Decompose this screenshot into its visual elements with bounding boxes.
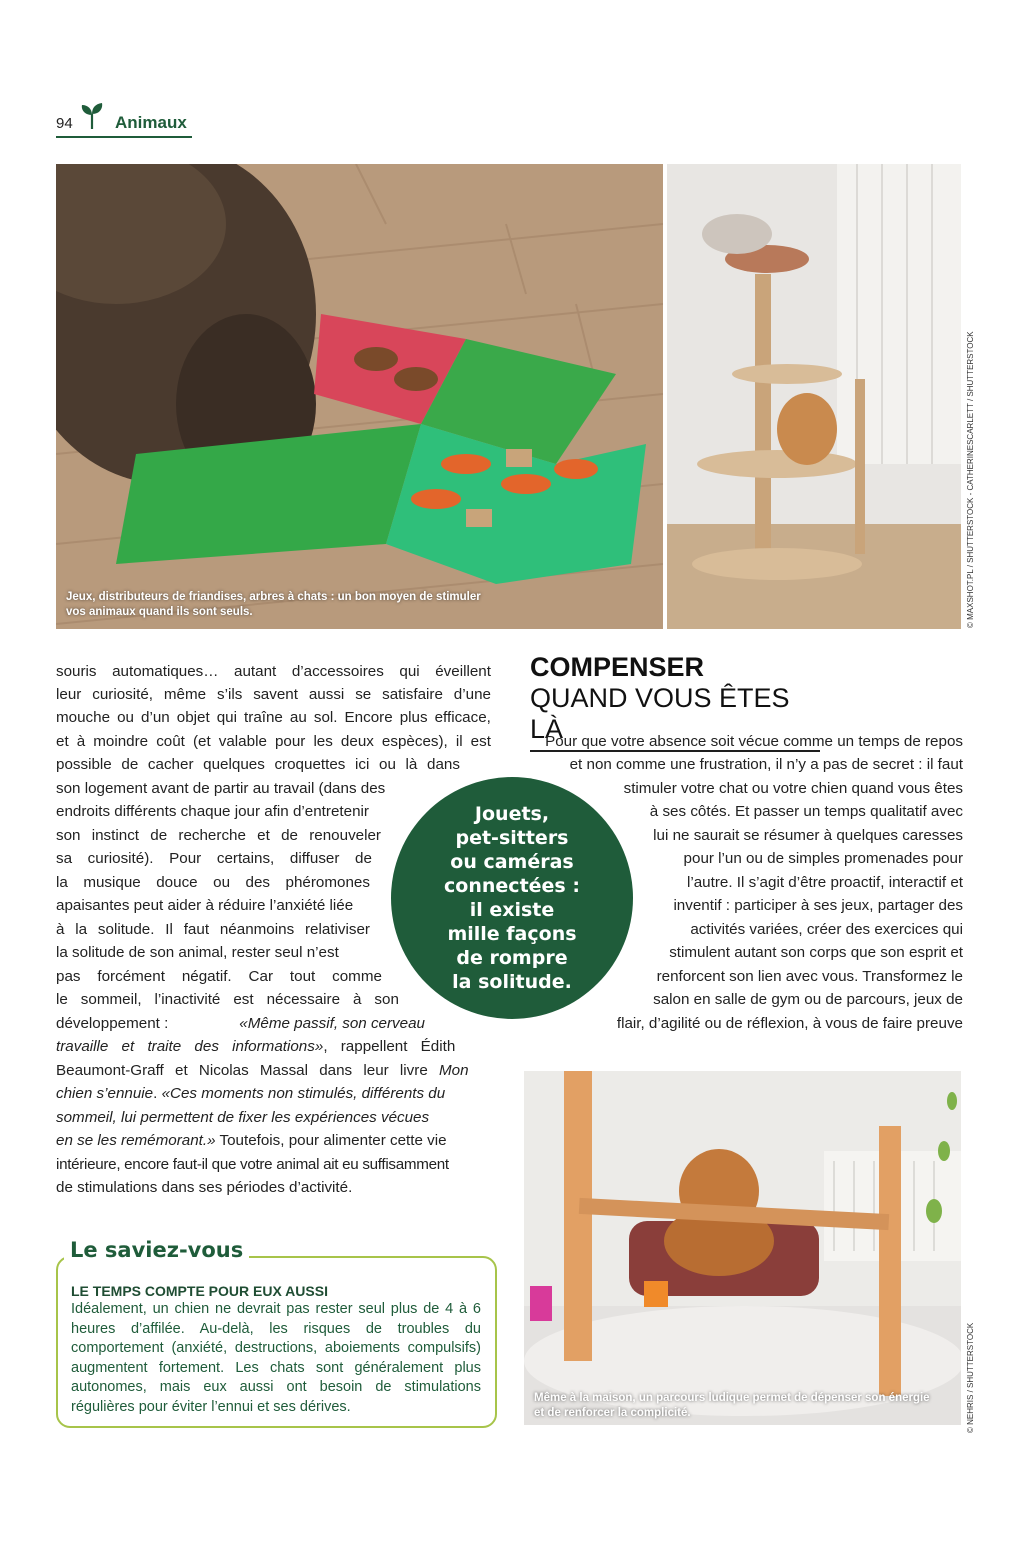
sidebar-line-9: activités variées, créer des exercices qui [690,921,963,938]
sidebar-line-5: lui ne saurait se résumer à quelques caresses [653,827,963,844]
sidebar-line-3: stimuler votre chat ou votre chien quand vous êtes [623,780,963,797]
dog-puzzle-photo [56,164,663,629]
article-line-12: à la solitude. Il faut néanmoins relativiser [56,921,370,938]
sidebar-line-13: flair, d’agilité ou de réflexion, à vous de faire preuve [616,1015,963,1032]
sidebar-line-4: à ses côtés. Et passer un temps qualitatif avec [649,803,963,820]
pull-quote-line: pet-sitters [455,827,569,849]
sidebar-line-12: salon en salle de gym ou de parcours, jeux de [653,991,963,1008]
pull-quote-line: il existe [469,899,555,921]
article-line-2: leur curiosité, même s’ils savent aussi se satisfaire d’une [56,686,491,703]
sidebar-line-6: pour l’un ou de simples promenades pour [683,850,963,867]
page-number: 94 [56,115,73,132]
sidebar-title-bold: COMPENSER [530,652,705,682]
top-caption-line-2: vos animaux quand ils sont seuls. [66,606,253,618]
top-photo-caption [66,590,481,620]
pull-quote-line: Jouets, [474,803,550,825]
top-caption-line-1: Jeux, distributeurs de friandises, arbres à chats : un bon moyen de stimuler [66,591,481,603]
page-header [56,100,192,138]
article-line-9: sa curiosité). Pour certains, diffuser de [56,850,372,867]
sidebar-line-2: et non comme une frustration, il n’y a pas de secret : il faut [569,756,963,773]
did-you-know-body: Idéalement, un chien ne devrait pas rester seul plus de 4 à 6 heures d’affilée. Au-delà, les risques de troubles du comportement (anxiété, destructions, aboiements compulsifs) augmentent fortement. Les chats sont généralement plus autonomes, mais eux aussi ont besoin de stimulations régulières pour éviter l’ennui et ses dérives. [71,1301,481,1415]
article-line-6: son logement avant de partir au travail (dans des [56,780,386,797]
sidebar-line-11: renforcent son lien avec vous. Transformez le [656,968,963,985]
did-you-know-heading: LE TEMPS COMPTE POUR EUX AUSSI [71,1283,328,1299]
article-line-18: Beaumont-Graff et Nicolas Massal dans leur livre Mon [56,1062,469,1079]
bottom-photo-credit: © NEHRIS / SHUTTERSTOCK [966,1322,975,1433]
article-line-4: et à moindre coût (et valable pour les deux espèces), il est [56,733,491,750]
pull-quote-line: ou caméras [450,851,574,873]
article-line-15: le sommeil, l’inactivité est nécessaire à son [56,991,399,1008]
pull-quote [391,777,633,1019]
article-line-1: souris automatiques… autant d’accessoires qui éveillent [56,663,491,680]
bottom-caption-line-2: et de renforcer la complicité. [534,1407,691,1419]
pull-quote-line: mille façons [447,923,577,945]
bottom-photo-caption [534,1391,930,1421]
top-photo-credit: © MAXSHOT.PL / SHUTTERSTOCK - CATHERINESCARLETT / SHUTTERSTOCK [966,331,975,628]
sidebar-line-1: Pour que votre absence soit vécue comme un temps de repos [545,733,963,750]
article-line-21: en se les remémorant.» Toutefois, pour alimenter cette vie [56,1132,447,1149]
article-line-3: mouche ou d’un objet qui traîne au sol. Encore plus efficace, [56,709,491,726]
article-line-7: endroits différents chaque jour afin d’entretenir [56,803,369,820]
sprout-icon [80,102,104,130]
article-line-5: possible de cacher quelques croquettes ici ou là dans [56,756,460,773]
bottom-caption-line-1: Même à la maison, un parcours ludique permet de dépenser son énergie [534,1392,930,1404]
pull-quote-line: de rompre [456,947,568,969]
sidebar-line-7: l’autre. Il s’agit d’être proactif, interactif et [686,874,963,891]
article-line-22: intérieure, encore faut-il que votre animal ait eu suffisamment [56,1156,449,1173]
pull-quote-line: la solitude. [452,971,572,993]
article-line-20: sommeil, lui permettent de fixer les expériences vécues [56,1109,430,1126]
article-line-23: de stimulations dans ses périodes d’activité. [56,1179,353,1196]
sidebar-line-8: inventif : participer à ses jeux, partager des [673,897,963,914]
article-line-13: la solitude de son animal, rester seul n’est [56,944,339,961]
section-title: Animaux [115,113,187,132]
pull-quote-line: connectées : [444,875,580,897]
article-line-17: travaille et traite des informations», rappellent Édith [56,1038,456,1055]
article-line-11: apaisantes peut aider à réduire l’anxiété liée [56,897,354,914]
did-you-know-title: Le saviez-vous [64,1238,249,1262]
sidebar-line-10: stimulent autant son corps que son esprit et [669,944,963,961]
article-line-16: développement : «Même passif, son cerveau [56,1015,425,1032]
article-line-14: pas forcément négatif. Car tout comme [56,968,382,985]
article-line-8: son instinct de recherche et de renouveler [56,827,381,844]
sidebar-title-light: QUAND VOUS ÊTES LÀ [530,683,790,744]
article-line-19: chien s’ennuie. «Ces moments non stimulés, différents du [56,1085,446,1102]
cat-tree-photo [667,164,961,629]
article-line-10: la musique douce ou des phéromones [56,874,370,891]
dog-agility-photo [524,1071,961,1425]
